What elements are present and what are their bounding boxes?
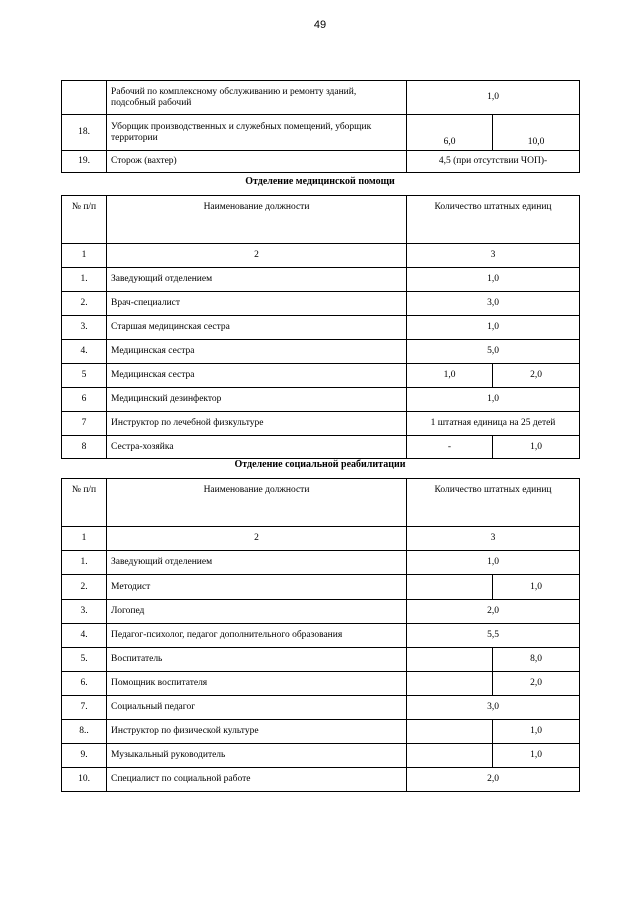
position-name: Воспитатель xyxy=(107,648,407,672)
table-row xyxy=(62,81,580,115)
staff-table-rehabilitation xyxy=(61,478,580,792)
row-number: 3. xyxy=(62,316,107,340)
position-name: Врач-специалист xyxy=(107,292,407,316)
row-number: 19. xyxy=(62,151,107,173)
index-cell: 3 xyxy=(407,527,580,551)
col-header-num: № п/п xyxy=(62,196,107,244)
row-number: 7 xyxy=(62,412,107,436)
position-name: Рабочий по комплексному обслуживанию и ремонту зданий, подсобный рабочий xyxy=(107,81,407,115)
table-row xyxy=(62,151,580,173)
position-qty-2: 8,0 xyxy=(493,648,580,672)
row-number: 5. xyxy=(62,648,107,672)
table-row xyxy=(62,600,580,624)
position-name: Сторож (вахтер) xyxy=(107,151,407,173)
position-qty-1: 6,0 xyxy=(407,115,493,151)
position-qty-2: 10,0 xyxy=(493,115,580,151)
position-qty: 2,0 xyxy=(407,768,580,792)
table-row xyxy=(62,412,580,436)
table-row xyxy=(62,672,580,696)
position-name: Музыкальный руководитель xyxy=(107,744,407,768)
col-header-num: № п/п xyxy=(62,479,107,527)
row-number xyxy=(62,81,107,115)
row-number: 8 xyxy=(62,436,107,459)
table-index-row xyxy=(62,527,580,551)
table-row xyxy=(62,744,580,768)
row-number: 2. xyxy=(62,292,107,316)
table-row xyxy=(62,268,580,292)
position-name: Инструктор по физической культуре xyxy=(107,720,407,744)
table-row xyxy=(62,551,580,575)
position-name: Заведующий отделением xyxy=(107,551,407,575)
position-qty-1 xyxy=(407,720,493,744)
position-qty-2: 1,0 xyxy=(493,720,580,744)
position-qty-1 xyxy=(407,744,493,768)
row-number: 5 xyxy=(62,364,107,388)
position-name: Педагог-психолог, педагог дополнительного образования xyxy=(107,624,407,648)
row-number: 3. xyxy=(62,600,107,624)
staff-table-medical xyxy=(61,195,580,459)
position-qty: 5,0 xyxy=(407,340,580,364)
position-qty: 1,0 xyxy=(407,316,580,340)
row-number: 18. xyxy=(62,115,107,151)
row-number: 4. xyxy=(62,624,107,648)
position-qty: 1,0 xyxy=(407,81,580,115)
index-cell: 1 xyxy=(62,527,107,551)
row-number: 8.. xyxy=(62,720,107,744)
table-row xyxy=(62,624,580,648)
position-name: Социальный педагог xyxy=(107,696,407,720)
position-name: Специалист по социальной работе xyxy=(107,768,407,792)
position-qty: 3,0 xyxy=(407,292,580,316)
table-row xyxy=(62,388,580,412)
row-number: 1. xyxy=(62,551,107,575)
col-header-qty: Количество штатных единиц xyxy=(407,479,580,527)
section-title-rehabilitation: Отделение социальной реабилитации xyxy=(234,459,406,470)
position-qty-2: 2,0 xyxy=(493,672,580,696)
position-qty: 1,0 xyxy=(407,388,580,412)
position-qty-2: 2,0 xyxy=(493,364,580,388)
table-row xyxy=(62,364,580,388)
position-name: Медицинский дезинфектор xyxy=(107,388,407,412)
table-row xyxy=(62,340,580,364)
position-qty: 2,0 xyxy=(407,600,580,624)
table-header-row xyxy=(62,479,580,527)
position-qty-1 xyxy=(407,672,493,696)
position-qty: 1,0 xyxy=(407,268,580,292)
position-name: Логопед xyxy=(107,600,407,624)
row-number: 9. xyxy=(62,744,107,768)
index-cell: 3 xyxy=(407,244,580,268)
position-name: Инструктор по лечебной физкультуре xyxy=(107,412,407,436)
table-row xyxy=(62,316,580,340)
position-qty-1 xyxy=(407,648,493,672)
col-header-qty: Количество штатных единиц xyxy=(407,196,580,244)
position-name: Медицинская сестра xyxy=(107,364,407,388)
position-name: Уборщик производственных и служебных помещений, уборщик территории xyxy=(107,115,407,151)
col-header-name: Наименование должности xyxy=(107,196,407,244)
position-qty-2: 1,0 xyxy=(493,436,580,459)
index-cell: 1 xyxy=(62,244,107,268)
position-qty-1: 1,0 xyxy=(407,364,493,388)
table-index-row xyxy=(62,244,580,268)
position-qty: 4,5 (при отсутствии ЧОП)- xyxy=(407,151,580,173)
position-qty: 3,0 xyxy=(407,696,580,720)
row-number: 7. xyxy=(62,696,107,720)
position-name: Сестра-хозяйка xyxy=(107,436,407,459)
position-qty-2: 1,0 xyxy=(493,575,580,600)
table-row xyxy=(62,648,580,672)
index-cell: 2 xyxy=(107,244,407,268)
staff-table-continuation xyxy=(61,80,580,173)
row-number: 1. xyxy=(62,268,107,292)
position-name: Заведующий отделением xyxy=(107,268,407,292)
row-number: 6. xyxy=(62,672,107,696)
position-name: Медицинская сестра xyxy=(107,340,407,364)
col-header-name: Наименование должности xyxy=(107,479,407,527)
position-name: Старшая медицинская сестра xyxy=(107,316,407,340)
position-qty-2: 1,0 xyxy=(493,744,580,768)
table-row xyxy=(62,436,580,459)
table-row xyxy=(62,768,580,792)
table-row xyxy=(62,720,580,744)
index-cell: 2 xyxy=(107,527,407,551)
table-row xyxy=(62,696,580,720)
row-number: 4. xyxy=(62,340,107,364)
position-name: Методист xyxy=(107,575,407,600)
position-qty-1: - xyxy=(407,436,493,459)
position-name: Помощник воспитателя xyxy=(107,672,407,696)
section-title-medical: Отделение медицинской помощи xyxy=(245,176,395,187)
position-qty-1 xyxy=(407,575,493,600)
page-number: 49 xyxy=(313,19,327,31)
position-qty: 1,0 xyxy=(407,551,580,575)
table-row xyxy=(62,292,580,316)
row-number: 10. xyxy=(62,768,107,792)
position-qty: 5,5 xyxy=(407,624,580,648)
row-number: 2. xyxy=(62,575,107,600)
table-row xyxy=(62,115,580,151)
table-row xyxy=(62,575,580,600)
position-qty: 1 штатная единица на 25 детей xyxy=(407,412,580,436)
row-number: 6 xyxy=(62,388,107,412)
table-header-row xyxy=(62,196,580,244)
